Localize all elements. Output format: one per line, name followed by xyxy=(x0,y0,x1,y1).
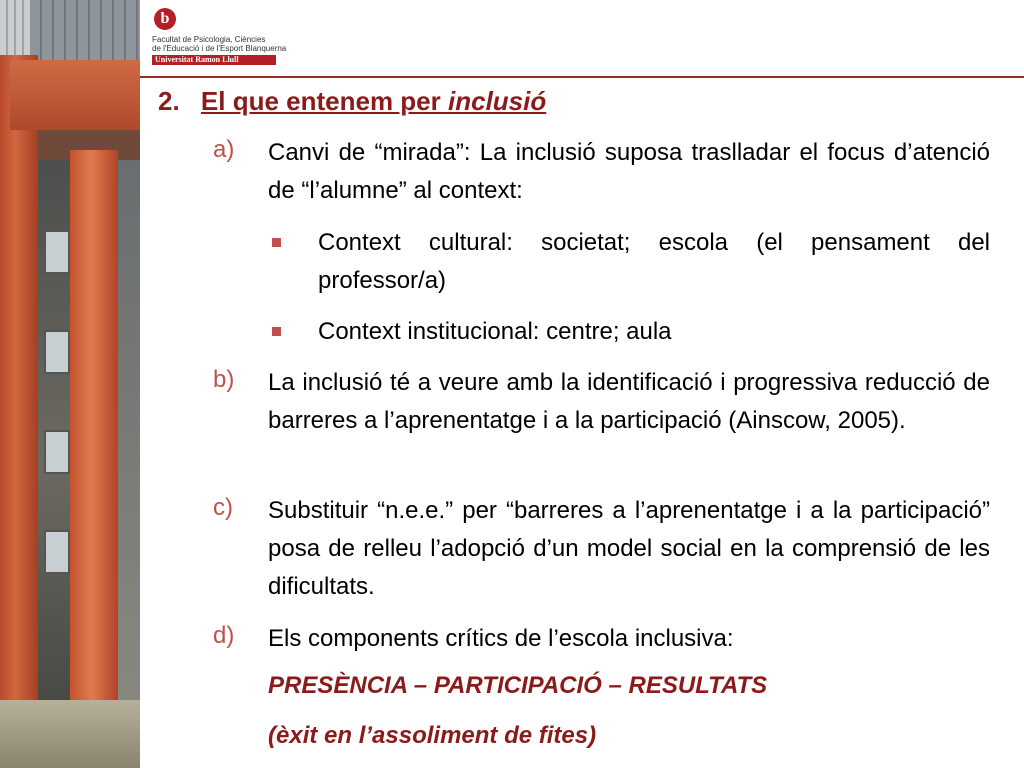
item-d-marker: d) xyxy=(213,622,235,649)
item-d-text: Els components crítics de l’escola inclusiva: xyxy=(268,625,734,652)
logo-badge-icon: b xyxy=(154,8,176,30)
title-italic: inclusió xyxy=(448,86,547,116)
item-d-emphasis-2: (èxit en l’assoliment de fites) xyxy=(268,722,597,749)
item-a-bullet-2: Context institucional: centre; aula xyxy=(318,318,672,345)
item-b-marker: b) xyxy=(213,366,235,393)
item-d-emphasis-1: PRESÈNCIA – PARTICIPACIÓ – RESULTATS xyxy=(268,672,768,699)
bullet-1-icon xyxy=(272,238,281,247)
item-a-bullet-1: Context cultural: societat; escola (el pensament del professor/a) xyxy=(318,229,990,294)
bullet-2-icon xyxy=(272,327,281,336)
logo-university-bar: Universitat Ramon Llull xyxy=(152,55,276,65)
title-text: El que entenem per inclusió xyxy=(200,86,547,116)
logo-faculty-line1: Facultat de Psicologia, Ciències xyxy=(152,35,266,44)
item-a-marker: a) xyxy=(213,136,235,163)
slide-title xyxy=(158,86,546,117)
building-photo xyxy=(0,0,140,768)
title-number: 2. xyxy=(158,86,180,116)
item-c-marker: c) xyxy=(213,494,233,521)
university-logo xyxy=(150,5,290,65)
header-rule xyxy=(140,76,1024,78)
item-a-text: Canvi de “mirada”: La inclusió suposa traslladar el focus d’atenció de “l’alumne” al context: xyxy=(268,139,990,204)
item-b-text: La inclusió té a veure amb la identificació i progressiva reducció de barreres a l’aprenentatge i a la participació (Ainscow, 2005). xyxy=(268,369,990,434)
item-c-text: Substituir “n.e.e.” per “barreres a l’aprenentatge i a la participació” posa de relleu l’adopció d’un model social en la comprensió de les dificultats. xyxy=(268,497,990,600)
logo-faculty-line2: de l'Educació i de l'Esport Blanquerna xyxy=(152,44,287,53)
